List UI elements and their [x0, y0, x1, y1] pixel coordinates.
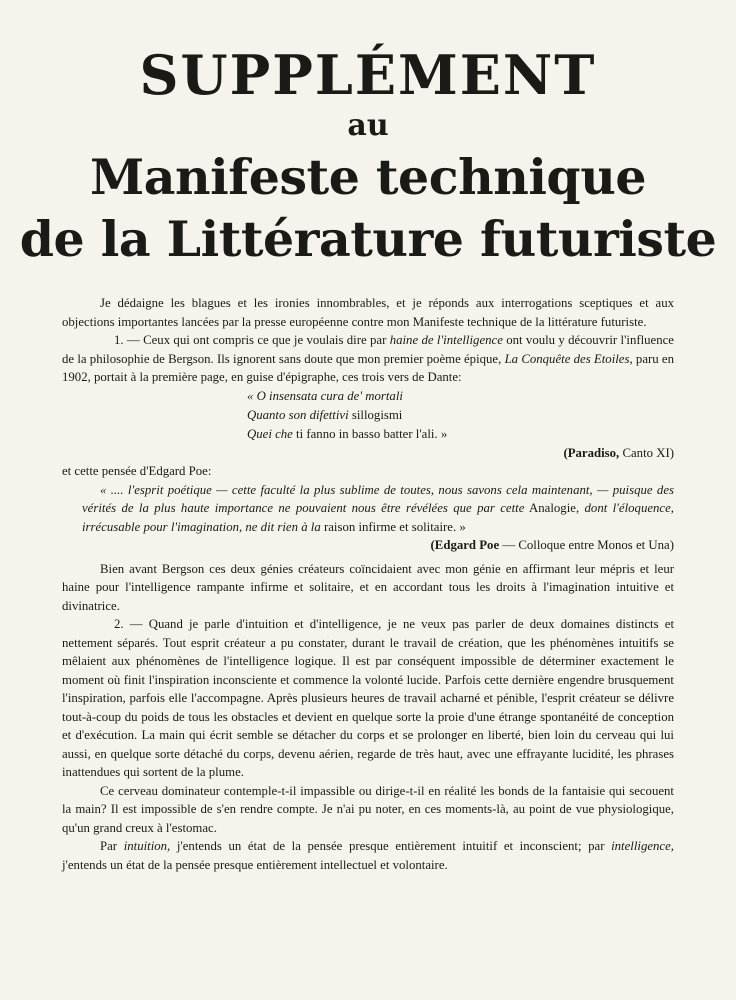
- body-text: [62, 294, 674, 874]
- poe-quote: « .... l'esprit poétique — cette faculté la plus sublime de toutes, nous savons cela maintenant, — puisque des vérités de la plus haute importance ne pouvaient nous être révélées que par cette Analogie, dont l'éloquence, irrécusable pour l'imagination, ne dit rien à la raison infirme et solitaire. »: [82, 482, 674, 534]
- bergson-paragraph: Bien avant Bergson ces deux génies créateurs coïncidaient avec mon génie en affirmant leur mépris et leur haine pour l'intelligence rampante infirme et solitaire, et en accordant tous les droits à l'imagination intuitive et divinatrice.: [62, 561, 674, 613]
- haine-phrase: haine de l'intelligence: [389, 333, 503, 347]
- title-supplement: SUPPLÉMENT: [139, 43, 597, 107]
- dante-verse: « O insensata cura de' mortali Quanto son difettivi sillogismi Quei che ti fanno in basso batter l'ali. »: [247, 388, 448, 441]
- intuition-word: intuition,: [123, 839, 171, 853]
- title-au: au: [347, 108, 389, 143]
- poe-source: (Edgard Poe — Colloque entre Monos et Una): [430, 538, 674, 552]
- title-manifeste: Manifeste technique: [89, 148, 646, 206]
- cerveau-paragraph: Ce cerveau dominateur contemple-t-il impassible ou dirige-t-il en réalité les bonds de la fantaisie qui secouent la main? Il est impossible de s'en rendre compte. Je n'ai pu noter, en ces moments-là, au point de vue physiologique, qu'un grand creux à l'estomac.: [62, 783, 674, 835]
- dante-source: (Paradiso, Canto XI): [563, 445, 674, 460]
- title-litterature: de la Littérature futuriste: [19, 210, 717, 268]
- section-2-paragraph: 2. — Quand je parle d'intuition et d'intelligence, je ne veux pas parler de deux domaines distincts et nettement séparés. Tout esprit créateur a pu constater, durant le travail de création, que les phénomènes intuitifs se mêlaient aux phénomènes de l'intelligence logique. Il est par conséquent impossible de déterminer exactement le moment où finit l'inspiration inconsciente et commence la volonté lucide. Parfois cette dernière engendre brusquement l'inspiration, parfois elle l'accompagne. Après plusieurs heures de travail acharné et pénible, l'esprit créateur se délivre tout-à-coup du poids de tous les obstacles et devient en quelque sorte la proie d'une étrange spontanéité de conception et d'exécution. La main qui écrit semble se détacher du corps et se prolonger en liberté, bien loin du cerveau qui lui aussi, en quelque sorte détaché du corps, devenu aérien, regarde de très haut, avec une effrayante lucidité, les phrases inattendues qui sortent de la plume.: [62, 617, 674, 779]
- book-title: La Conquête des Etoiles: [504, 351, 630, 366]
- definition-paragraph: Par intuition, j'entends un état de la pensée presque entièrement intuitif et inconscient; par intelligence, j'entends un état de la pensée presque entièrement intellectuel et volontaire.: [62, 839, 674, 872]
- poe-intro: et cette pensée d'Edgard Poe:: [62, 464, 212, 478]
- intelligence-word: intelligence,: [611, 839, 674, 853]
- title-block: [0, 0, 736, 270]
- section-1-paragraph: 1. — Ceux qui ont compris ce que je voulais dire par haine de l'intelligence ont voulu y découvrir l'influence de la philosophie de Bergson. Ils ignorent sans doute que mon premier poème épique, La Conquête des Etoiles, paru en 1902, portait à la première page, en guise d'épigraphe, ces trois vers de Dante:: [62, 333, 674, 384]
- intro-paragraph: Je dédaigne les blagues et les ironies innombrables, et je réponds aux interrogations sceptiques et aux objections importantes lancées par la presse européenne contre mon Manifeste technique de la littérature futuriste.: [62, 296, 674, 329]
- dante-verse-1: « O insensata cura de' mortali: [247, 388, 403, 403]
